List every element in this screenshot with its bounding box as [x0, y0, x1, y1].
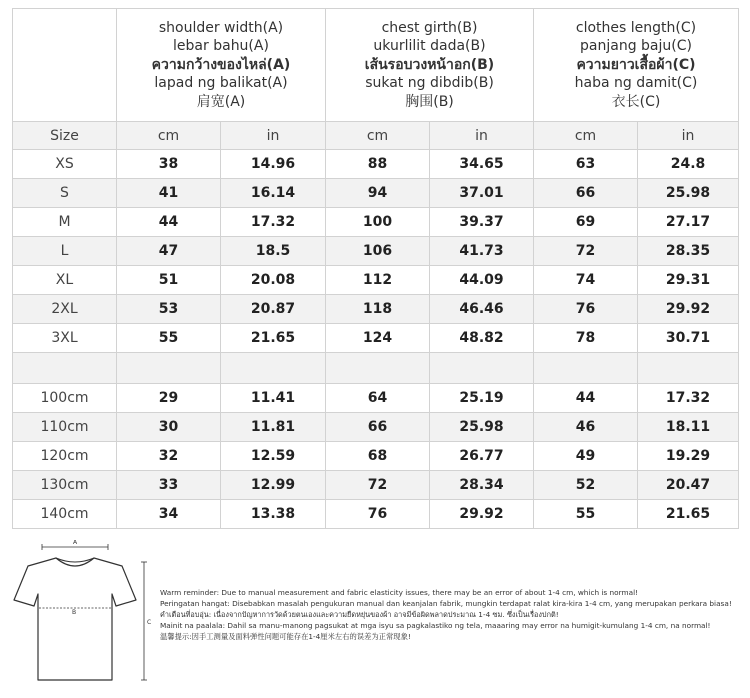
- size-label: 140cm: [13, 500, 117, 529]
- separator-row: [13, 353, 739, 384]
- measurement-cell: 46.46: [430, 295, 534, 324]
- header-line: 胸围(B): [405, 93, 454, 110]
- measurement-cell: 32: [117, 442, 221, 471]
- table-row: [13, 442, 739, 471]
- size-table: [12, 8, 739, 529]
- units-row: [13, 122, 739, 150]
- measurement-cell: 66: [534, 179, 638, 208]
- measurement-cell: 49: [534, 442, 638, 471]
- table-row: [13, 413, 739, 442]
- measurement-cell: 100: [326, 208, 430, 237]
- measurement-cell: 25.98: [638, 179, 739, 208]
- measurement-cell: 26.77: [430, 442, 534, 471]
- measurement-cell: 34: [117, 500, 221, 529]
- empty-cell: [430, 353, 534, 384]
- measurement-cell: 44: [117, 208, 221, 237]
- tshirt-diagram: [12, 540, 160, 690]
- measurement-cell: 29: [117, 384, 221, 413]
- measurement-cell: 20.08: [221, 266, 326, 295]
- header-line: lapad ng balikat(A): [154, 75, 288, 92]
- size-label: S: [13, 179, 117, 208]
- measurement-cell: 53: [117, 295, 221, 324]
- empty-cell: [117, 353, 221, 384]
- measurement-cell: 21.65: [221, 324, 326, 353]
- measurement-cell: 88: [326, 150, 430, 179]
- measurement-cell: 13.38: [221, 500, 326, 529]
- measurement-cell: 72: [326, 471, 430, 500]
- size-label: 2XL: [13, 295, 117, 324]
- size-label: L: [13, 237, 117, 266]
- measurement-cell: 29.92: [638, 295, 739, 324]
- measurement-cell: 52: [534, 471, 638, 500]
- size-label: 120cm: [13, 442, 117, 471]
- size-label: XS: [13, 150, 117, 179]
- header-line: 衣长(C): [611, 93, 661, 110]
- measurement-cell: 11.41: [221, 384, 326, 413]
- measurement-cell: 20.87: [221, 295, 326, 324]
- measurement-cell: 37.01: [430, 179, 534, 208]
- measurement-cell: 78: [534, 324, 638, 353]
- measurement-cell: 27.17: [638, 208, 739, 237]
- table-row: [13, 500, 739, 529]
- table-row: [13, 295, 739, 324]
- measurement-cell: 44: [534, 384, 638, 413]
- measurement-cell: 14.96: [221, 150, 326, 179]
- size-label: 3XL: [13, 324, 117, 353]
- measurement-cell: 28.34: [430, 471, 534, 500]
- measurement-cell: 33: [117, 471, 221, 500]
- header-blank: [13, 9, 117, 122]
- header-line: panjang baju(C): [580, 38, 692, 55]
- measurement-cell: 24.8: [638, 150, 739, 179]
- empty-cell: [326, 353, 430, 384]
- note-line: 温馨提示:因手工测量及面料弹性问题可能存在1-4厘米左右的误差为正常现象!: [160, 632, 411, 641]
- measurement-cell: 68: [326, 442, 430, 471]
- measurement-cell: 46: [534, 413, 638, 442]
- table-row: [13, 384, 739, 413]
- measurement-cell: 118: [326, 295, 430, 324]
- table-row: [13, 208, 739, 237]
- measurement-cell: 64: [326, 384, 430, 413]
- table-row: [13, 237, 739, 266]
- table-row: [13, 471, 739, 500]
- measurement-notes: [160, 587, 745, 642]
- empty-cell: [534, 353, 638, 384]
- measurement-cell: 39.37: [430, 208, 534, 237]
- header-clothes-length: [534, 9, 739, 122]
- note-line: Peringatan hangat: Disebabkan masalah pengukuran manual dan keanjalan fabrik, mungkin terdapat ralat kira-kira 1-4 cm, yang merupakan perkara biasa!: [160, 599, 732, 608]
- header-shoulder-width: [117, 9, 326, 122]
- tshirt-icon: [12, 540, 160, 690]
- header-row: [13, 9, 739, 122]
- measurement-cell: 51: [117, 266, 221, 295]
- measurement-cell: 76: [326, 500, 430, 529]
- size-label: 130cm: [13, 471, 117, 500]
- measurement-cell: 41.73: [430, 237, 534, 266]
- diagram-label-c: C: [147, 619, 152, 626]
- table-row: [13, 324, 739, 353]
- units-cell: in: [638, 122, 739, 150]
- note-line: Warm reminder: Due to manual measurement and fabric elasticity issues, there may be an error of about 1-4 cm, which is normal!: [160, 588, 639, 597]
- units-cell: cm: [117, 122, 221, 150]
- header-line: lebar bahu(A): [173, 38, 269, 55]
- measurement-cell: 12.99: [221, 471, 326, 500]
- header-line: ความยาวเสื้อผ้า(C): [576, 56, 696, 73]
- measurement-cell: 34.65: [430, 150, 534, 179]
- measurement-cell: 38: [117, 150, 221, 179]
- units-cell: Size: [13, 122, 117, 150]
- header-line: shoulder width(A): [158, 19, 284, 36]
- measurement-cell: 48.82: [430, 324, 534, 353]
- units-cell: in: [430, 122, 534, 150]
- measurement-cell: 17.32: [638, 384, 739, 413]
- header-line: haba ng damit(C): [574, 75, 698, 92]
- measurement-cell: 25.19: [430, 384, 534, 413]
- header-line: clothes length(C): [575, 19, 697, 36]
- measurement-cell: 29.92: [430, 500, 534, 529]
- measurement-cell: 94: [326, 179, 430, 208]
- diagram-label-b: B: [72, 609, 77, 616]
- measurement-cell: 30: [117, 413, 221, 442]
- measurement-cell: 55: [534, 500, 638, 529]
- measurement-cell: 18.5: [221, 237, 326, 266]
- measurement-cell: 17.32: [221, 208, 326, 237]
- measurement-cell: 63: [534, 150, 638, 179]
- table-row: [13, 266, 739, 295]
- header-line: ความกว้างของไหล่(A): [151, 56, 291, 73]
- measurement-cell: 28.35: [638, 237, 739, 266]
- measurement-cell: 76: [534, 295, 638, 324]
- size-label: 100cm: [13, 384, 117, 413]
- measurement-cell: 21.65: [638, 500, 739, 529]
- measurement-cell: 16.14: [221, 179, 326, 208]
- measurement-cell: 12.59: [221, 442, 326, 471]
- measurement-cell: 55: [117, 324, 221, 353]
- header-line: chest girth(B): [381, 19, 478, 36]
- measurement-cell: 72: [534, 237, 638, 266]
- header-line: sukat ng dibdib(B): [365, 75, 494, 92]
- measurement-cell: 69: [534, 208, 638, 237]
- measurement-cell: 29.31: [638, 266, 739, 295]
- size-label: M: [13, 208, 117, 237]
- measurement-cell: 18.11: [638, 413, 739, 442]
- measurement-cell: 66: [326, 413, 430, 442]
- measurement-cell: 20.47: [638, 471, 739, 500]
- measurement-cell: 47: [117, 237, 221, 266]
- measurement-cell: 124: [326, 324, 430, 353]
- measurement-cell: 30.71: [638, 324, 739, 353]
- units-cell: in: [221, 122, 326, 150]
- size-label: XL: [13, 266, 117, 295]
- header-line: ukurlilit dada(B): [373, 38, 486, 55]
- note-line: คำเตือนที่อบอุ่น: เนื่องจากปัญหาการวัดด้วยตนเองและความยืดหยุ่นของผ้า อาจมีข้อผิดพลาดประมาณ 1-4 ซม. ซึ่งเป็นเรื่องปกติ!: [160, 610, 559, 619]
- header-chest-girth: [326, 9, 534, 122]
- empty-cell: [638, 353, 739, 384]
- empty-cell: [13, 353, 117, 384]
- table-row: [13, 179, 739, 208]
- measurement-cell: 25.98: [430, 413, 534, 442]
- measurement-cell: 74: [534, 266, 638, 295]
- note-line: Mainit na paalala: Dahil sa manu-manong pagsukat at mga isyu sa pagkalastiko ng tela, maaaring may error na humigit-kumulang 1-4 cm, na normal!: [160, 621, 711, 630]
- table-row: [13, 150, 739, 179]
- measurement-cell: 106: [326, 237, 430, 266]
- header-line: 肩宽(A): [196, 93, 246, 110]
- measurement-cell: 44.09: [430, 266, 534, 295]
- size-label: 110cm: [13, 413, 117, 442]
- units-cell: cm: [326, 122, 430, 150]
- diagram-label-a: A: [73, 540, 78, 546]
- header-line: เส้นรอบวงหน้าอก(B): [364, 56, 495, 73]
- measurement-cell: 41: [117, 179, 221, 208]
- units-cell: cm: [534, 122, 638, 150]
- size-chart: [12, 8, 738, 529]
- measurement-cell: 11.81: [221, 413, 326, 442]
- measurement-cell: 19.29: [638, 442, 739, 471]
- measurement-cell: 112: [326, 266, 430, 295]
- empty-cell: [221, 353, 326, 384]
